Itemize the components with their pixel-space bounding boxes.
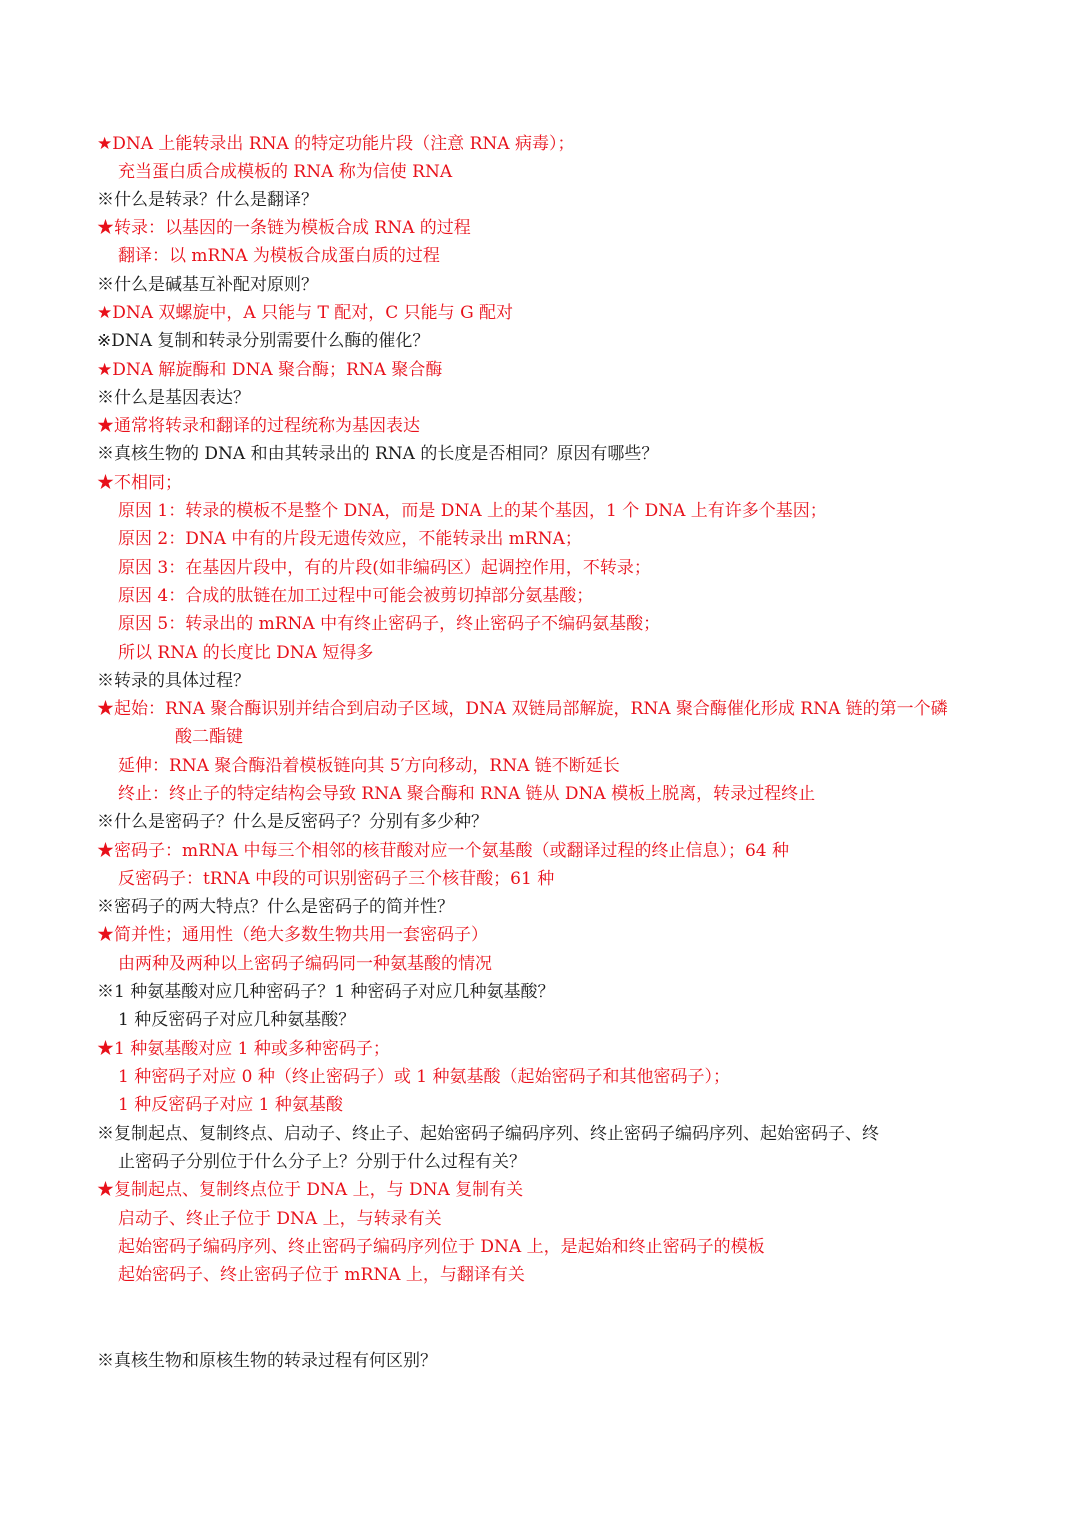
- question-line: 1 种反密码子对应几种氨基酸？: [118, 1010, 356, 1030]
- answer-line: ★密码子：mRNA 中每三个相邻的核苷酸对应一个氨基酸（或翻译过程的终止信息）；64 种: [97, 841, 790, 861]
- answer-line: 原因 1：转录的模板不是整个 DNA，而是 DNA 上的某个基因，1 个 DNA 上有许多个基因；: [118, 501, 827, 521]
- answer-line: ★DNA 上能转录出 RNA 的特定功能片段（注意 RNA 病毒）；: [97, 134, 575, 154]
- answer-line: ★DNA 双螺旋中，A 只能与 T 配对，C 只能与 G 配对: [97, 303, 514, 323]
- question-line: ※真核生物和原核生物的转录过程有何区别？: [97, 1351, 437, 1371]
- answer-line: 原因 4：合成的肽链在加工过程中可能会被剪切掉部分氨基酸；: [118, 586, 594, 606]
- answer-line: 原因 5：转录出的 mRNA 中有终止密码子，终止密码子不编码氨基酸；: [118, 614, 661, 634]
- answer-line: ★1 种氨基酸对应 1 种或多种密码子；: [97, 1039, 390, 1059]
- answer-line: 起始密码子编码序列、终止密码子编码序列位于 DNA 上，是起始和终止密码子的模板: [118, 1237, 765, 1257]
- question-line: ※密码子的两大特点？什么是密码子的简并性？: [97, 897, 454, 917]
- answer-line: 1 种反密码子对应 1 种氨基酸: [118, 1095, 343, 1115]
- answer-line: 1 种密码子对应 0 种（终止密码子）或 1 种氨基酸（起始密码子和其他密码子）；: [118, 1067, 730, 1087]
- question-line: ※1 种氨基酸对应几种密码子？1 种密码子对应几种氨基酸？: [97, 982, 555, 1002]
- answer-line: 起始密码子、终止密码子位于 mRNA 上，与翻译有关: [118, 1265, 525, 1285]
- answer-line: 延伸：RNA 聚合酶沿着模板链向其 5′方向移动，RNA 链不断延长: [118, 756, 620, 776]
- question-line: 止密码子分别位于什么分子上？分别于什么过程有关？: [118, 1152, 526, 1172]
- answer-line: ★简并性；通用性（绝大多数生物共用一套密码子）: [97, 925, 488, 945]
- answer-line: 启动子、终止子位于 DNA 上，与转录有关: [118, 1209, 442, 1229]
- question-line: ※什么是转录？什么是翻译？: [97, 190, 318, 210]
- answer-line: 充当蛋白质合成模板的 RNA 称为信使 RNA: [118, 162, 453, 182]
- answer-line: 原因 2：DNA 中有的片段无遗传效应，不能转录出 mRNA；: [118, 529, 582, 549]
- answer-line: ★不相同；: [97, 473, 182, 493]
- answer-line: ★转录：以基因的一条链为模板合成 RNA 的过程: [97, 218, 471, 238]
- answer-line: ★通常将转录和翻译的过程统称为基因表达: [97, 416, 420, 436]
- question-line: ※DNA 复制和转录分别需要什么酶的催化？: [97, 331, 430, 351]
- answer-line: 终止：终止子的特定结构会导致 RNA 聚合酶和 RNA 链从 DNA 模板上脱离，转录过程终止: [118, 784, 816, 804]
- question-line: ※什么是基因表达？: [97, 388, 250, 408]
- question-line: ※转录的具体过程？: [97, 671, 250, 691]
- answer-line: ★DNA 解旋酶和 DNA 聚合酶；RNA 聚合酶: [97, 360, 443, 380]
- question-line: ※什么是密码子？什么是反密码子？分别有多少种？: [97, 812, 488, 832]
- answer-line: 所以 RNA 的长度比 DNA 短得多: [118, 643, 374, 663]
- answer-line: 翻译：以 mRNA 为模板合成蛋白质的过程: [118, 246, 440, 266]
- question-line: ※什么是碱基互补配对原则？: [97, 275, 318, 295]
- question-line: ※复制起点、复制终点、启动子、终止子、起始密码子编码序列、终止密码子编码序列、起始密码子、终: [97, 1124, 879, 1144]
- answer-line: ★起始：RNA 聚合酶识别并结合到启动子区域，DNA 双链局部解旋，RNA 聚合酶催化形成 RNA 链的第一个磷: [97, 699, 948, 719]
- answer-line: 原因 3：在基因片段中，有的片段(如非编码区）起调控作用，不转录；: [118, 558, 651, 578]
- answer-line: 酸二酯键: [175, 727, 243, 747]
- question-line: ※真核生物的 DNA 和由其转录出的 RNA 的长度是否相同？原因有哪些？: [97, 444, 659, 464]
- answer-line: 由两种及两种以上密码子编码同一种氨基酸的情况: [118, 954, 492, 974]
- answer-line: ★复制起点、复制终点位于 DNA 上，与 DNA 复制有关: [97, 1180, 524, 1200]
- answer-line: 反密码子：tRNA 中段的可识别密码子三个核苷酸；61 种: [118, 869, 555, 889]
